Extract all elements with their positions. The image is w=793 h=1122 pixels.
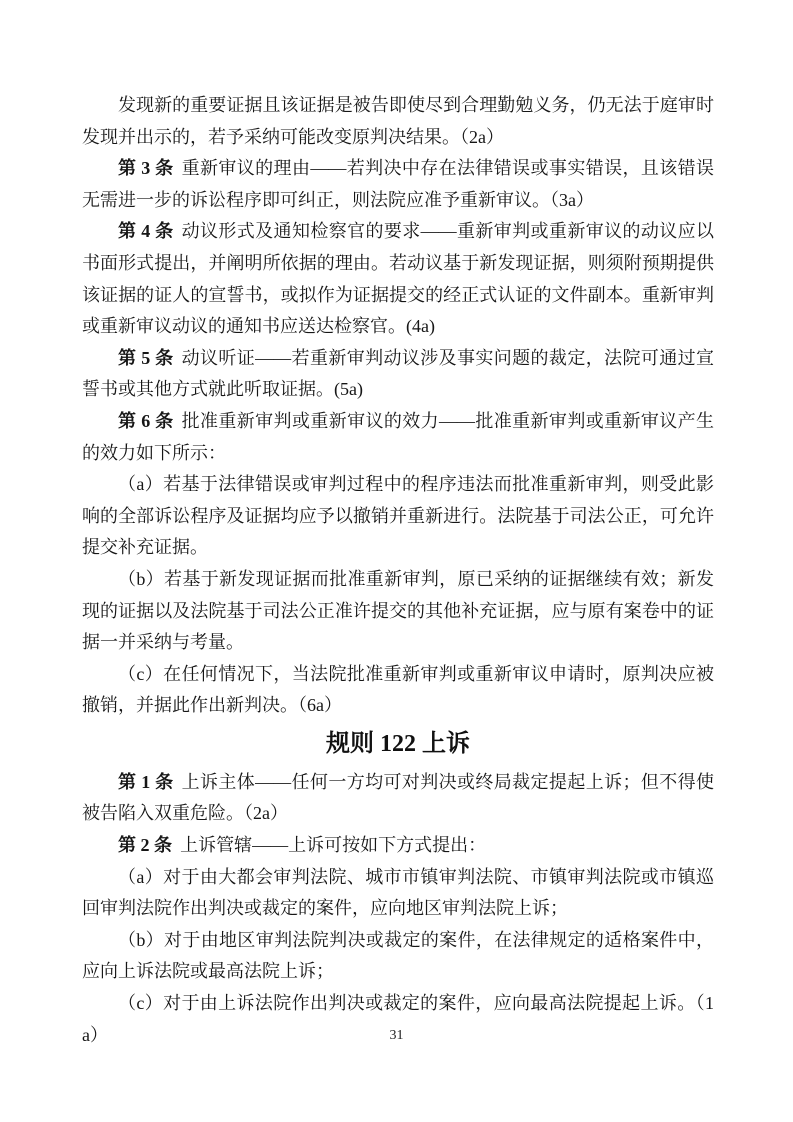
article-number: 第 4 条 xyxy=(118,221,174,242)
article-number: 第 5 条 xyxy=(118,347,174,368)
paragraph-text: 批准重新审判或重新审议的效力——批准重新审判或重新审议产生的效力如下所示： xyxy=(82,410,715,463)
paragraph-text: （a）若基于法律错误或审判过程中的程序违法而批准重新审判，则受此影响的全部诉讼程序及证据均应予以撤销并重新进行。法院基于司法公正，可允许提交补充证据。 xyxy=(82,474,714,558)
paragraph-item-c xyxy=(82,659,714,722)
paragraph-text: 重新审议的理由——若判决中存在法律错误或事实错误，且该错误无需进一步的诉讼程序即可纠正，则法院应准予重新审议。（3a） xyxy=(82,158,715,210)
paragraph-article-1 xyxy=(82,767,714,830)
paragraph-item-a xyxy=(82,862,714,925)
paragraph-text: 上诉管辖——上诉可按如下方式提出： xyxy=(180,835,487,856)
rule-122-heading: 规则 122 上诉 xyxy=(326,730,470,757)
paragraph-item-b xyxy=(82,925,714,988)
paragraph-item-a xyxy=(82,469,714,564)
page-number: 31 xyxy=(389,1028,404,1043)
document-body xyxy=(82,90,714,1051)
paragraph-article-5 xyxy=(82,343,714,406)
paragraph-text: 上诉主体——任何一方均可对判决或终局裁定提起上诉；但不得使被告陷入双重危险。（2a） xyxy=(82,771,715,824)
paragraph-text: （b）对于由地区审判法院判决或裁定的案件，在法律规定的适格案件中，应向上诉法院或最高法院上诉； xyxy=(82,929,714,982)
paragraph-article-6 xyxy=(82,406,714,469)
paragraph-text: 动议形式及通知检察官的要求——重新审判或重新审议的动议应以书面形式提出，并阐明所依据的理由。若动议基于新发现证据，则须附预期提供该证据的证人的宣誓书，或拟作为证据提交的经正式认证的文件副本。重新审判或重新审议动议的通知书应送达检察官。(4a) xyxy=(82,221,715,337)
article-number: 第 3 条 xyxy=(118,158,174,179)
paragraph-text: 发现新的重要证据且该证据是被告即使尽到合理勤勉义务，仍无法于庭审时发现并出示的，若予采纳可能改变原判决结果。（2a） xyxy=(82,95,714,147)
paragraph-article-3 xyxy=(82,153,714,216)
article-number: 第 6 条 xyxy=(118,410,174,431)
paragraph-continuation xyxy=(82,90,714,153)
article-number: 第 2 条 xyxy=(118,835,172,856)
paragraph-article-2 xyxy=(82,830,714,862)
paragraph-text: 动议听证——若重新审判动议涉及事实问题的裁定，法院可通过宣誓书或其他方式就此听取证据。(5a) xyxy=(82,347,715,400)
paragraph-text: （c）对于由上诉法院作出判决或裁定的案件，应向最高法院提起上诉。（1a） xyxy=(82,993,714,1045)
paragraph-text: （b）若基于新发现证据而批准重新审判，原已采纳的证据继续有效；新发现的证据以及法院基于司法公正准许提交的其他补充证据，应与原有案卷中的证据一并采纳与考量。 xyxy=(82,568,714,653)
paragraph-item-b xyxy=(82,564,714,659)
paragraph-text: （a）对于由大都会审判法院、城市市镇审判法院、市镇审判法院或市镇巡回审判法院作出判决或裁定的案件，应向地区审判法院上诉； xyxy=(82,866,714,919)
article-number: 第 1 条 xyxy=(118,771,174,792)
paragraph-article-4 xyxy=(82,216,714,342)
paragraph-text: （c）在任何情况下，当法院批准重新审判或重新审议申请时，原判决应被撤销，并据此作出新判决。（6a） xyxy=(82,663,714,716)
